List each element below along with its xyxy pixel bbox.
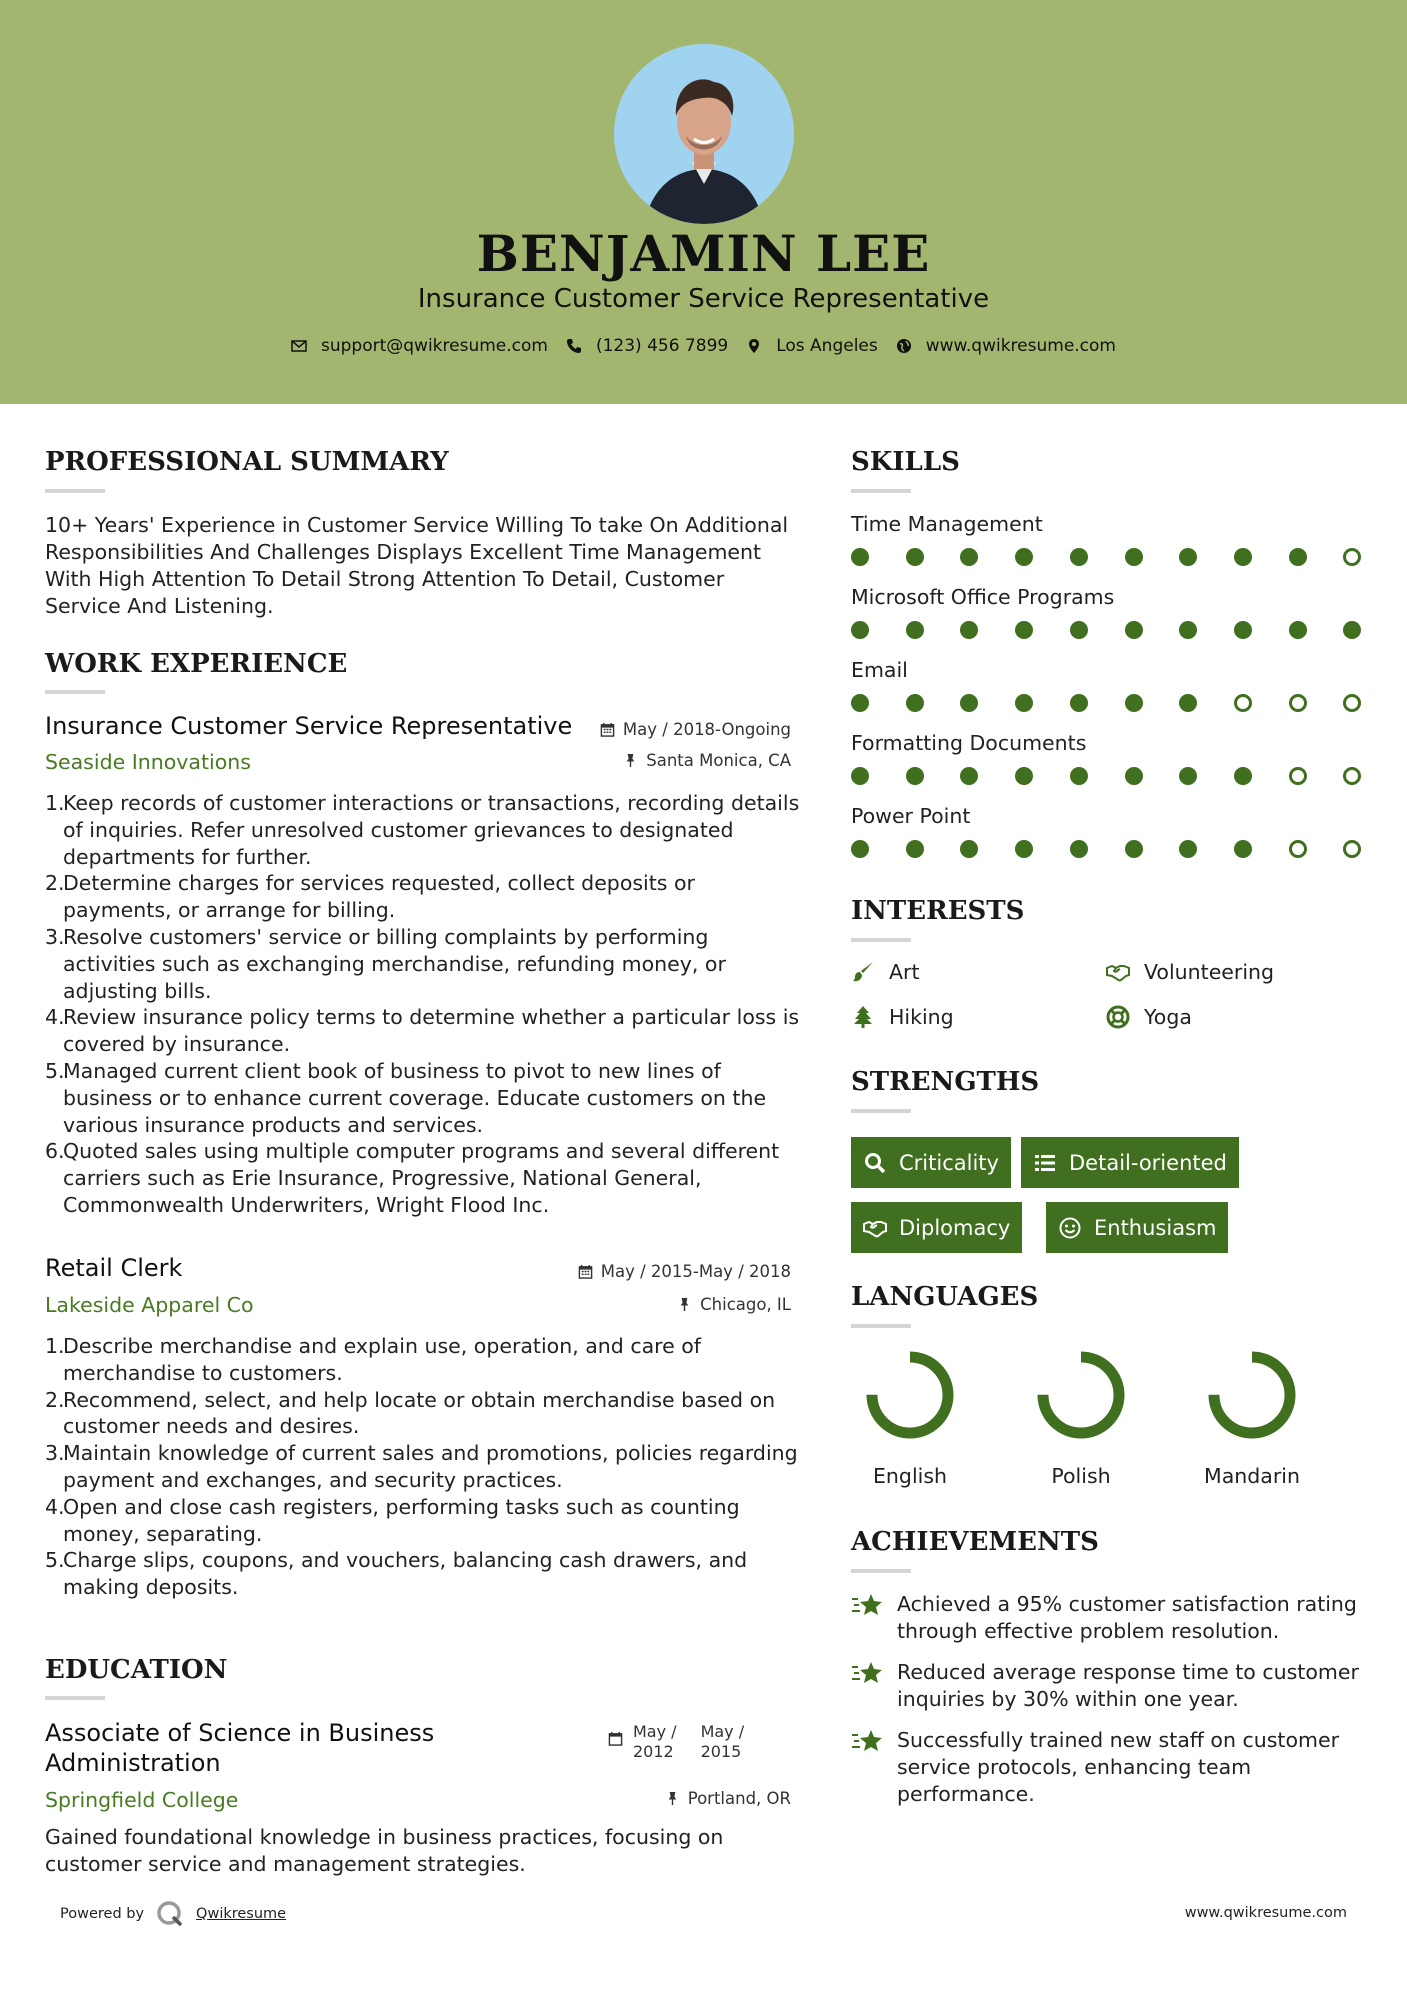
skills-underline (851, 489, 911, 493)
strength-label: Enthusiasm (1094, 1215, 1217, 1240)
skill-label: Power Point (851, 804, 971, 828)
contact-phone[interactable] (566, 336, 728, 356)
rating-dot-filled (851, 548, 869, 566)
profile-photo (614, 44, 794, 224)
education-underline (45, 1696, 105, 1700)
pin-icon (623, 753, 638, 768)
list-item: 3. Maintain knowledge of current sales and promotions, policies regarding payment and exchanges, and security practices. (45, 1441, 798, 1492)
strength-label: Diplomacy (899, 1215, 1011, 1240)
education-location (665, 1789, 791, 1808)
calendar-icon (578, 1264, 593, 1279)
rating-dot-filled (1179, 840, 1197, 858)
language-ring-arc (1043, 1357, 1119, 1433)
rating-dot-filled (1289, 621, 1307, 639)
rating-dot-filled (1179, 694, 1197, 712)
job-date (578, 1262, 791, 1281)
brand-link[interactable]: Qwikresume (196, 1906, 287, 1922)
rating-dot-filled (1070, 694, 1088, 712)
handshake-icon (1106, 960, 1130, 984)
strength-badge-enthusiasm (1046, 1202, 1228, 1253)
skill-label: Formatting Documents (851, 731, 1087, 755)
rating-dot-filled (906, 840, 924, 858)
rating-dot-filled (1343, 621, 1361, 639)
achievement-text: Successfully trained new staff on customer service protocols, enhancing team performance. (897, 1728, 1340, 1806)
footer-powered-by (60, 1900, 286, 1928)
rating-dot-filled (851, 621, 869, 639)
rating-dot-filled (960, 621, 978, 639)
tree-icon (851, 1005, 875, 1029)
list-item: 3. Resolve customers' service or billing complaints by performing activities such as exchanging merchandise, refunding money, or adjusting bills. (45, 924, 726, 1003)
rating-dot-filled (1125, 621, 1143, 639)
skills-heading: SKILLS (851, 447, 960, 477)
rating-dot-filled (906, 767, 924, 785)
list-item: 1. Describe merchandise and explain use, operation, and care of merchandise to customers. (45, 1334, 702, 1385)
smile-icon (1058, 1216, 1082, 1240)
rating-dot-filled (1015, 767, 1033, 785)
rating-dot-filled (960, 548, 978, 566)
rating-dot-filled (960, 767, 978, 785)
strengths-heading: STRENGTHS (851, 1067, 1040, 1097)
achievement-text: Achieved a 95% customer satisfaction rating through effective problem resolution. (897, 1592, 1357, 1643)
rating-dot-empty (1234, 694, 1252, 712)
language-item (1187, 1345, 1317, 1488)
education-description: Gained foundational knowledge in business practices, focusing on customer service and management strategies. (45, 1825, 724, 1876)
job-title: Insurance Customer Service Representative (45, 712, 573, 740)
rating-dot-filled (851, 840, 869, 858)
job-bullets (45, 790, 805, 1219)
degree-line: Associate of Science in Business (45, 1719, 435, 1747)
job-date-text: May / 2018-Ongoing (622, 720, 791, 739)
rating-dot-filled (1070, 548, 1088, 566)
summary-text: 10+ Years' Experience in Customer Service Willing To take On Additional Responsibilities And Challenges Displays Excellent Time Management With High Attention To Detail Strong Attention To Detail, Customer Service And Listening. (45, 513, 789, 618)
rating-dot-empty (1289, 694, 1307, 712)
achievement-item (851, 1727, 1371, 1808)
rating-dot-filled (1234, 840, 1252, 858)
list-item: 4. Open and close cash registers, performing tasks such as counting money, separating. (45, 1494, 740, 1546)
rating-dot-filled (1125, 767, 1143, 785)
rating-dot-empty (1289, 767, 1307, 785)
company-name: Seaside Innovations (45, 750, 251, 774)
list-item: 2. Determine charges for services requested, collect deposits or payments, or arrange for billing. (45, 871, 695, 923)
interest-item-art (851, 960, 920, 984)
skill-rating (851, 694, 1365, 714)
job-date (600, 720, 791, 739)
interest-label: Volunteering (1144, 960, 1275, 984)
language-ring-arc (1214, 1357, 1290, 1433)
interest-item-volunteering (1106, 960, 1274, 984)
rating-dot-filled (1179, 767, 1197, 785)
map-pin-icon (746, 338, 762, 354)
resume-header (0, 0, 1407, 404)
rating-dot-filled (1125, 840, 1143, 858)
lifebuoy-icon (1106, 1005, 1130, 1029)
achievement-item (851, 1591, 1371, 1645)
rating-dot-filled (1289, 548, 1307, 566)
contact-location-text: Los Angeles (776, 336, 878, 356)
contact-email[interactable] (291, 336, 548, 356)
summary-underline (45, 489, 105, 493)
job-location-text: Santa Monica, CA (646, 751, 791, 770)
list-item: 2. Recommend, select, and help locate or obtain merchandise based on customer needs and desires. (45, 1387, 776, 1439)
list-item: 4. Review insurance policy terms to determine whether a particular loss is covered by insurance. (45, 1005, 800, 1057)
powered-by-label: Powered by (60, 1906, 145, 1922)
rating-dot-filled (851, 767, 869, 785)
rating-dot-filled (1070, 767, 1088, 785)
rating-dot-empty (1343, 767, 1361, 785)
strengths-underline (851, 1109, 911, 1113)
strength-badge-diplomacy (851, 1202, 1022, 1253)
language-label: Mandarin (1204, 1464, 1300, 1488)
company-name: Lakeside Apparel Co (45, 1293, 254, 1317)
rating-dot-filled (1234, 767, 1252, 785)
job-bullets (45, 1333, 805, 1601)
rating-dot-filled (1234, 548, 1252, 566)
languages-underline (851, 1324, 911, 1328)
handshake-icon (863, 1216, 887, 1240)
rating-dot-filled (1179, 548, 1197, 566)
list-item: 5. Managed current client book of business to pivot to new lines of business or to enhance current coverage. Educate customers on the various insurance products and services. (45, 1058, 767, 1137)
rating-dot-filled (1234, 621, 1252, 639)
achievements-underline (851, 1569, 911, 1573)
achievements-heading: ACHIEVEMENTS (851, 1527, 1099, 1557)
interest-label: Yoga (1144, 1005, 1192, 1029)
rating-dot-filled (1015, 621, 1033, 639)
education-heading: EDUCATION (45, 1655, 228, 1685)
achievement-item (851, 1659, 1371, 1713)
contact-website[interactable] (896, 336, 1116, 356)
skill-rating (851, 548, 1365, 568)
contact-email-text: support@qwikresume.com (321, 336, 548, 356)
rating-dot-filled (960, 840, 978, 858)
job-location (623, 751, 791, 770)
degree-title (45, 1718, 434, 1778)
language-ring (1031, 1345, 1131, 1445)
rating-dot-filled (1070, 840, 1088, 858)
languages-heading: LANGUAGES (851, 1282, 1039, 1312)
interest-item-yoga (1106, 1005, 1192, 1029)
rating-dot-filled (1070, 621, 1088, 639)
search-icon (863, 1151, 887, 1175)
skill-rating (851, 840, 1365, 860)
language-label: Polish (1051, 1464, 1111, 1488)
strength-badge-detail-oriented (1021, 1137, 1239, 1188)
interest-label: Art (889, 960, 920, 984)
language-ring-arc (872, 1357, 948, 1433)
pin-icon (677, 1297, 692, 1312)
interests-heading: INTERESTS (851, 896, 1025, 926)
star-icon (851, 1589, 883, 1621)
language-label: English (872, 1464, 948, 1488)
list-item: 1. Keep records of customer interactions or transactions, recording details of inquiries. Refer unresolved customer grievances to designated departments for further. (45, 791, 800, 869)
job-title: Retail Clerk (45, 1254, 183, 1282)
paintbrush-icon (851, 960, 875, 984)
strength-label: Detail-oriented (1069, 1150, 1227, 1175)
school-name: Springfield College (45, 1788, 239, 1812)
pin-icon (665, 1791, 680, 1806)
strength-badge-criticality (851, 1137, 1011, 1188)
rating-dot-filled (1015, 840, 1033, 858)
strength-label: Criticality (899, 1150, 999, 1175)
candidate-job-title: Insurance Customer Service Representative (417, 284, 990, 314)
job-date-text: May / 2015-May / 2018 (600, 1262, 791, 1281)
calendar-icon (600, 722, 615, 737)
star-icon (851, 1725, 883, 1757)
rating-dot-empty (1289, 840, 1307, 858)
experience-underline (45, 690, 105, 694)
rating-dot-filled (906, 694, 924, 712)
skill-rating (851, 767, 1365, 787)
rating-dot-filled (906, 548, 924, 566)
rating-dot-filled (1125, 548, 1143, 566)
job-location-text: Chicago, IL (700, 1295, 791, 1314)
contact-location (746, 336, 878, 356)
skill-label: Email (851, 658, 908, 682)
rating-dot-empty (1343, 694, 1361, 712)
list-item: 5. Charge slips, coupons, and vouchers, balancing cash drawers, and making deposits. (45, 1548, 748, 1600)
date-start: May / 2012 (633, 1722, 677, 1761)
star-icon (851, 1657, 883, 1689)
skill-label: Microsoft Office Programs (851, 585, 1115, 609)
education-date (608, 1722, 744, 1762)
interests-underline (851, 938, 911, 942)
envelope-icon (291, 338, 307, 354)
degree-line: Administration (45, 1749, 221, 1777)
skill-rating (851, 621, 1365, 641)
contact-bar (0, 336, 1407, 356)
interest-label: Hiking (889, 1005, 954, 1029)
rating-dot-empty (1343, 840, 1361, 858)
avatar (614, 44, 794, 224)
contact-phone-text: (123) 456 7899 (595, 336, 729, 356)
rating-dot-filled (906, 621, 924, 639)
rating-dot-empty (1343, 548, 1361, 566)
date-end: May / 2015 (700, 1722, 745, 1761)
rating-dot-filled (1179, 621, 1197, 639)
phone-icon (566, 338, 582, 354)
education-location-text: Portland, OR (687, 1789, 791, 1808)
skill-label: Time Management (851, 512, 1043, 536)
language-item (1016, 1345, 1146, 1488)
experience-heading: WORK EXPERIENCE (45, 649, 348, 679)
rating-dot-filled (960, 694, 978, 712)
language-item (845, 1345, 975, 1488)
candidate-name: BENJAMIN LEE (476, 224, 931, 283)
calendar-icon (608, 1731, 623, 1746)
rating-dot-filled (1125, 694, 1143, 712)
rating-dot-filled (1015, 548, 1033, 566)
list-item: 6. Quoted sales using multiple computer programs and several different carriers such as Erie Insurance, Progressive, National General, Commonwealth Underwriters, Wright Flood Inc. (45, 1139, 780, 1217)
language-ring (1202, 1345, 1302, 1445)
job-location (677, 1295, 791, 1314)
summary-heading: PROFESSIONAL SUMMARY (45, 447, 449, 477)
rating-dot-filled (1015, 694, 1033, 712)
qwikresume-logo-icon (156, 1900, 184, 1928)
achievement-text: Reduced average response time to customer inquiries by 30% within one year. (897, 1660, 1359, 1711)
language-ring (860, 1345, 960, 1445)
rating-dot-filled (851, 694, 869, 712)
interest-item-hiking (851, 1005, 954, 1029)
globe-icon (896, 338, 912, 354)
footer-website[interactable]: www.qwikresume.com (1184, 1905, 1347, 1921)
contact-website-text: www.qwikresume.com (925, 336, 1116, 356)
list-icon (1033, 1151, 1057, 1175)
